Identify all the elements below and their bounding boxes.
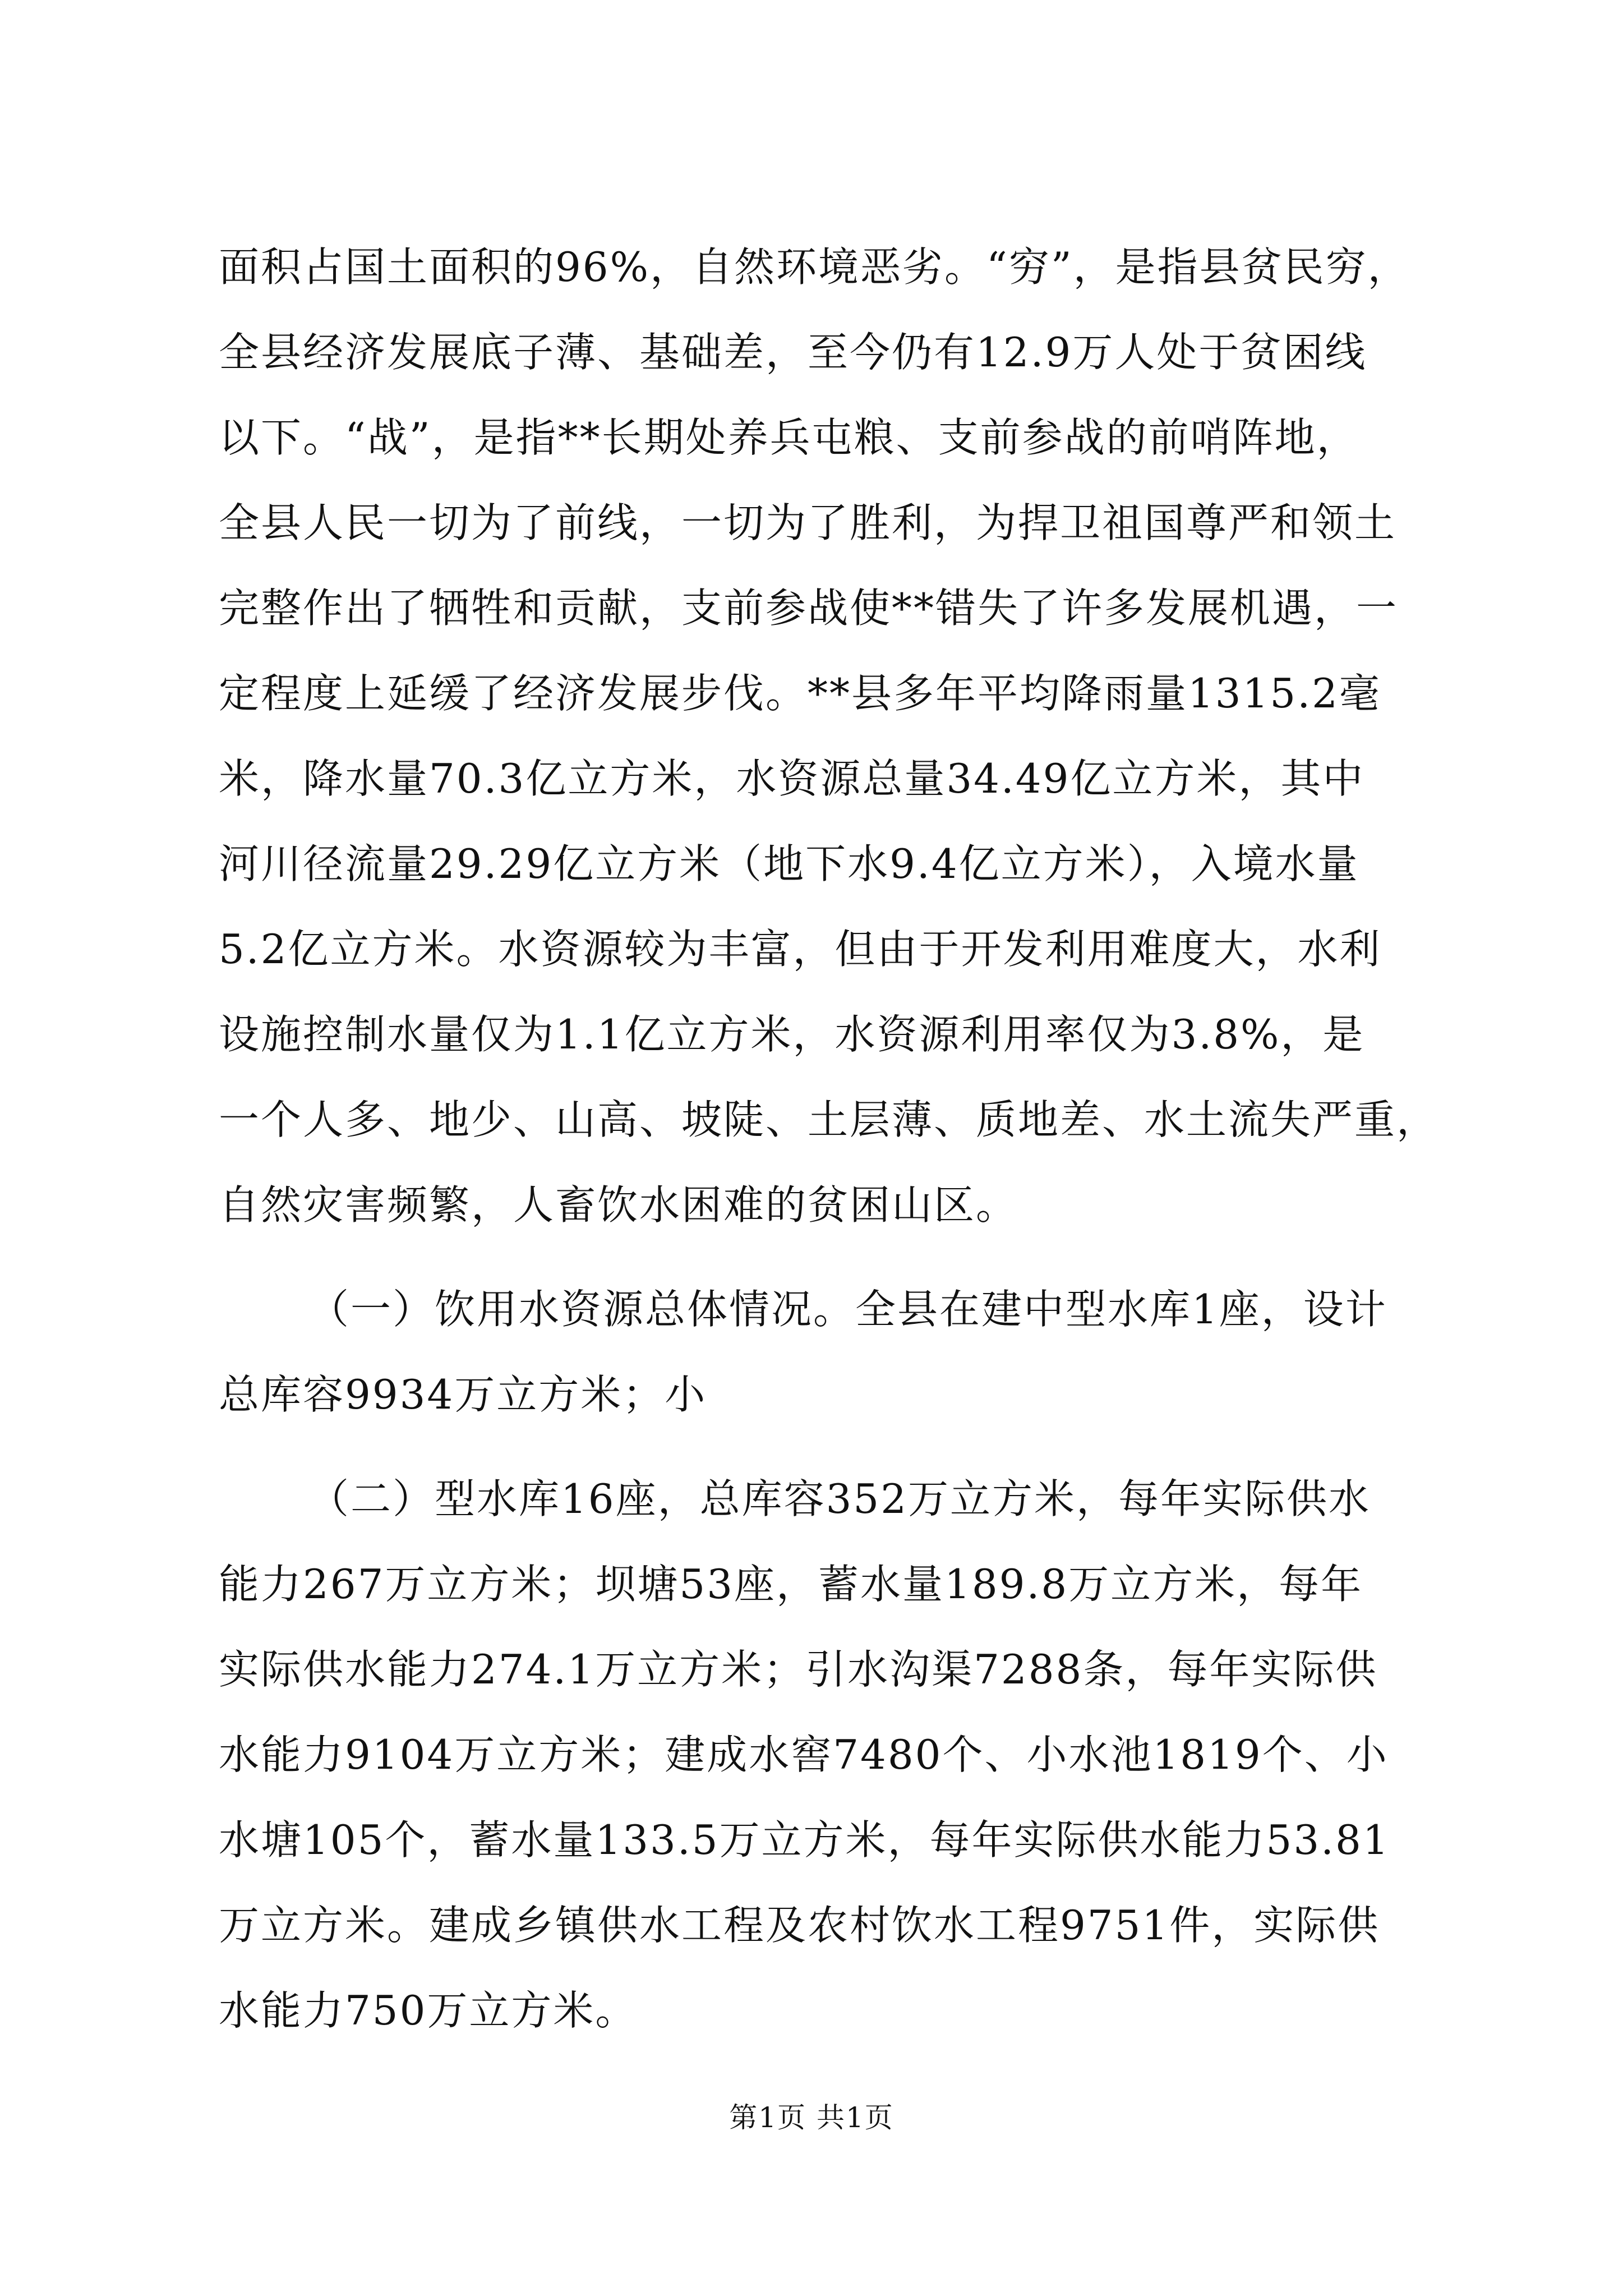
text-line: 完整作出了牺牲和贡献，支前参战使**错失了许多发展机遇，一 — [219, 585, 1399, 632]
text-line: 水塘105个，蓄水量133.5万立方米，每年实际供水能力53.81 — [219, 1816, 1390, 1864]
text-line: 5.2亿立方米。水资源较为丰富，但由于开发利用难度大，水利 — [219, 926, 1382, 973]
paragraph-2 — [219, 1267, 1419, 1437]
paragraph-1 — [219, 224, 1439, 1248]
text-line: 万立方米。建成乡镇供水工程及农村饮水工程9751件，实际供 — [219, 1902, 1380, 1949]
page-footer — [0, 2098, 1623, 2137]
text-line: 总库容9934万立方米；小 — [219, 1371, 707, 1418]
text-line: 河川径流量29.29亿立方米（地下水9.4亿立方米），入境水量 — [219, 840, 1359, 887]
text-line: （二）型水库16座，总库容352万立方米，每年实际供水 — [308, 1475, 1371, 1522]
text-line: （一）饮用水资源总体情况。全县在建中型水库1座，设计 — [308, 1286, 1387, 1333]
text-line: 设施控制水量仅为1.1亿立方米，水资源利用率仅为3.8%，是 — [219, 1011, 1365, 1058]
text-line: 全县人民一切为了前线，一切为了胜利，为捍卫祖国尊严和领土 — [219, 499, 1397, 546]
text-line: 以下。“战”，是指**长期处养兵屯粮、支前参战的前哨阵地， — [219, 414, 1359, 461]
text-line: 定程度上延缓了经济发展步伐。**县多年平均降雨量1315.2毫 — [219, 670, 1381, 717]
text-line: 水能力750万立方米。 — [219, 1987, 638, 2034]
text-line: 水能力9104万立方米；建成水窖7480个、小水池1819个、小 — [219, 1731, 1389, 1778]
text-line: 实际供水能力274.1万立方米；引水沟渠7288条，每年实际供 — [219, 1646, 1378, 1693]
paragraph-spacer — [219, 1248, 1419, 1267]
text-line: 全县经济发展底子薄、基础差，至今仍有12.9万人处于贫困线 — [219, 329, 1367, 376]
text-line: 面积占国土面积的96%，自然环境恶劣。“穷”，是指县贫民穷， — [219, 243, 1410, 291]
text-line: 一个人多、地少、山高、坡陡、土层薄、质地差、水土流失严重， — [219, 1096, 1439, 1143]
paragraph-3 — [219, 1456, 1419, 2053]
paragraph-spacer — [219, 1437, 1419, 1456]
text-line: 米，降水量70.3亿立方米，水资源总量34.49亿立方米，其中 — [219, 755, 1365, 802]
text-line: 自然灾害频繁，人畜饮水困难的贫困山区。 — [219, 1181, 1018, 1228]
text-line: 能力267万立方米；坝塘53座，蓄水量189.8万立方米，每年 — [219, 1561, 1363, 1608]
page-number-label: 第1页 共1页 — [729, 2101, 894, 2134]
document-body — [219, 224, 1439, 2053]
